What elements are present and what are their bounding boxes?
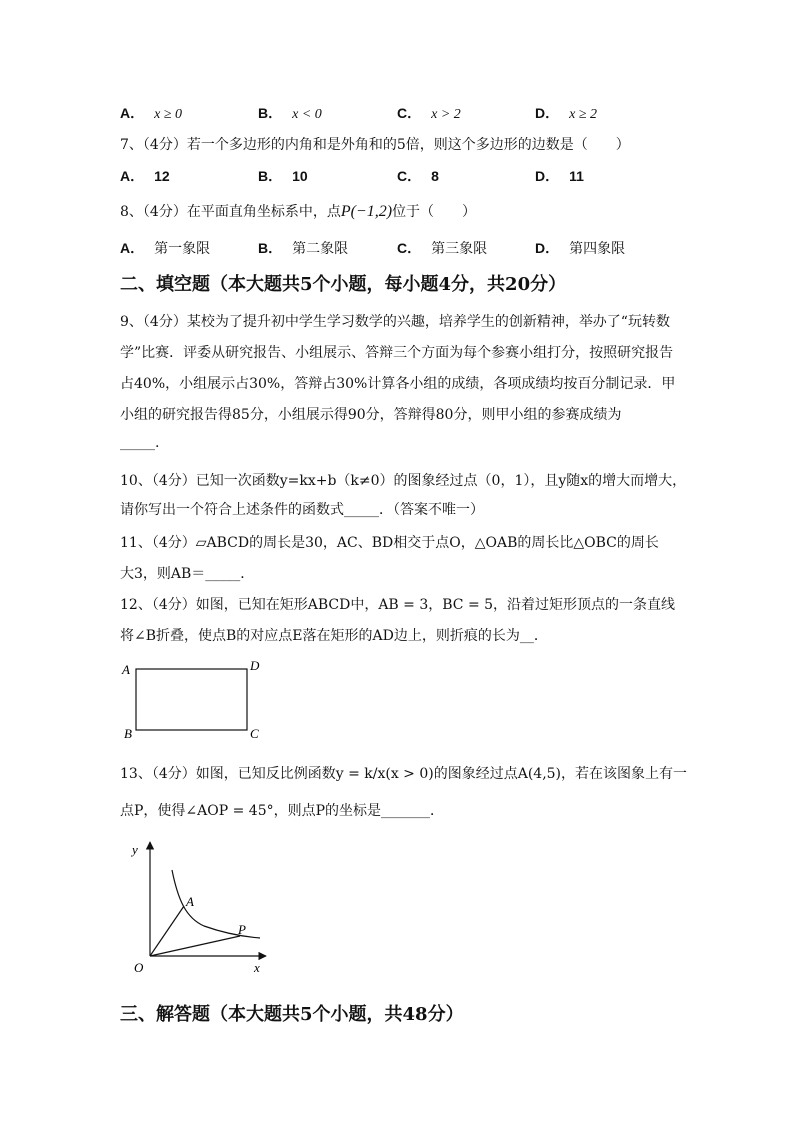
q12-rectangle-figure — [118, 656, 268, 744]
q11-line-1: 11、（4分）▱ABCD的周长是30，AC、BD相交于点O，△OAB的周长比△OBC的周长 — [120, 535, 659, 551]
q8-option-b: B． 第二象限 — [258, 240, 349, 257]
q9-line-4: 小组的研究报告得85分，小组展示得90分，答辩得80分，则甲小组的参赛成绩为 — [120, 407, 622, 423]
q10-line-2: 请你写出一个符合上述条件的函数式_____．（答案不唯一） — [120, 502, 484, 518]
q7-option-a: A． 12 — [120, 168, 170, 184]
q7-option-d: D． 11 — [535, 168, 584, 184]
label-a: A — [186, 894, 194, 909]
q13-line-1: 13、（4分）如图，已知反比例函数y = k/x(x > 0)的图象经过点A(4,5)，若在该图象上有一 — [120, 766, 688, 782]
label-y: y — [132, 842, 138, 857]
label-o: O — [134, 960, 144, 975]
section-2-title: 二、填空题（本大题共5个小题，每小题4分，共20分） — [120, 274, 567, 295]
q7-option-c: C． 8 — [397, 168, 439, 184]
segment-oa — [150, 906, 184, 956]
q7-option-b: B． 10 — [258, 168, 308, 184]
q9-line-1: 9、（4分）某校为了提升初中学生学习数学的兴趣，培养学生的创新精神，举办了“玩转数 — [120, 314, 670, 330]
q6-option-c: C． x > 2 — [397, 105, 461, 122]
q6-option-a: A． x ≥ 0 — [120, 105, 183, 122]
q8-option-d: D． 第四象限 — [535, 240, 626, 257]
label-p: P — [238, 922, 246, 937]
section-3-title: 三、解答题（本大题共5个小题，共48分） — [120, 1004, 464, 1025]
q7-stem: 7、（4分）若一个多边形的内角和是外角和的5倍，则这个多边形的边数是（ ） — [120, 137, 630, 153]
q9-line-2: 学”比赛．评委从研究报告、小组展示、答辩三个方面为每个参赛小组打分，按照研究报告 — [120, 345, 674, 361]
q13-function-figure — [120, 838, 270, 978]
q6-option-d: D． x ≥ 2 — [535, 105, 598, 122]
q8-stem: 8、（4分）在平面直角坐标系中，点P(−1,2)位于（ ） — [120, 203, 477, 220]
q9-line-5: _____. — [120, 435, 160, 451]
q8-option-a: A． 第一象限 — [120, 240, 211, 257]
q8-option-c: C． 第三象限 — [397, 240, 488, 257]
segment-op — [150, 936, 240, 956]
q12-line-2: 将∠B折叠，使点B的对应点E落在矩形的AD边上，则折痕的长为__． — [120, 628, 548, 644]
q13-line-2: 点P，使得∠AOP = 45°，则点P的坐标是_______． — [120, 803, 445, 819]
q11-line-2: 大3，则AB＝_____． — [120, 566, 255, 582]
q12-line-1: 12、（4分）如图，已知在矩形ABCD中，AB = 3，BC = 5，沿着过矩形顶点的一条直线 — [120, 597, 676, 613]
label-c: C — [250, 726, 259, 741]
label-x: x — [254, 960, 260, 975]
label-a: A — [122, 662, 130, 677]
label-d: D — [250, 658, 260, 673]
rectangle-abcd — [136, 669, 247, 730]
q10-line-1: 10、（4分）已知一次函数y=kx+b（k≠0）的图象经过点（0，1），且y随x的增大而增大， — [120, 473, 687, 489]
q6-option-b: B． x < 0 — [258, 105, 322, 122]
label-b: B — [124, 726, 132, 741]
q9-line-3: 占40%，小组展示占30%，答辩占30%计算各小组的成绩，各项成绩均按百分制记录．甲 — [120, 376, 676, 392]
